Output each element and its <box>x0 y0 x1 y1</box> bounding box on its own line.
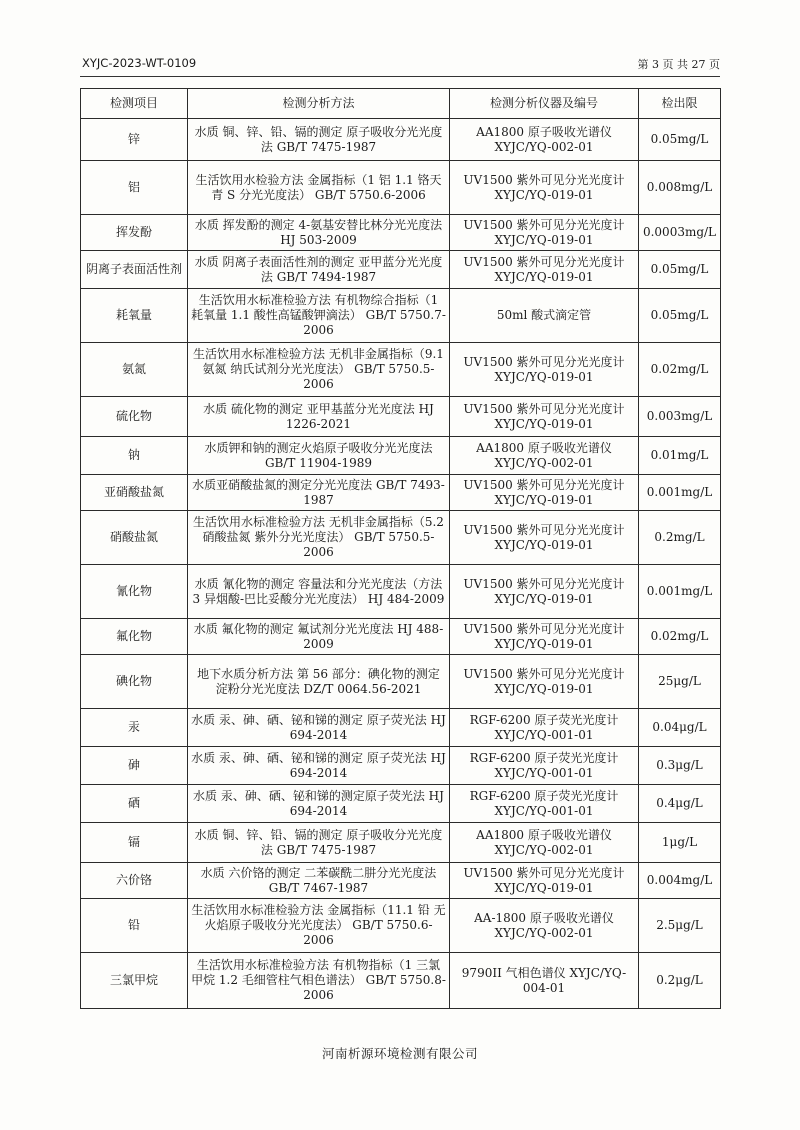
instrument-cell: UV1500 紫外可见分光光度计 XYJC/YQ-019-01 <box>450 863 639 899</box>
instrument-cell: RGF-6200 原子荧光光度计 XYJC/YQ-001-01 <box>450 747 639 785</box>
limit-cell: 0.05mg/L <box>639 289 721 343</box>
table-body <box>81 119 721 1009</box>
method-cell: 生活饮用水检验方法 金属指标（1 铝 1.1 铬天青 S 分光光度法） GB/T 5750.6-2006 <box>188 161 450 215</box>
method-cell: 水质钾和钠的测定火焰原子吸收分光光度法 GB/T 11904-1989 <box>188 437 450 475</box>
table-row <box>81 863 721 899</box>
item-cell: 汞 <box>81 709 188 747</box>
method-cell: 生活饮用水标准检验方法 有机物综合指标（1 耗氧量 1.1 酸性高锰酸钾滴法） GB/T 5750.7-2006 <box>188 289 450 343</box>
page-number: 第 3 页 共 27 页 <box>637 58 720 71</box>
column-header-item: 检测项目 <box>81 89 188 119</box>
instrument-cell: AA1800 原子吸收光谱仪 XYJC/YQ-002-01 <box>450 823 639 863</box>
table-row <box>81 289 721 343</box>
table-row <box>81 899 721 953</box>
table-row <box>81 823 721 863</box>
table-row <box>81 475 721 511</box>
table-row <box>81 511 721 565</box>
instrument-cell: RGF-6200 原子荧光光度计 XYJC/YQ-001-01 <box>450 709 639 747</box>
method-cell: 水质 铜、锌、铅、镉的测定 原子吸收分光光度法 GB/T 7475-1987 <box>188 823 450 863</box>
method-cell: 水质 阴离子表面活性剂的测定 亚甲蓝分光光度法 GB/T 7494-1987 <box>188 251 450 289</box>
instrument-cell: UV1500 紫外可见分光光度计 XYJC/YQ-019-01 <box>450 655 639 709</box>
method-cell: 水质 铜、锌、铅、镉的测定 原子吸收分光光度法 GB/T 7475-1987 <box>188 119 450 161</box>
item-cell: 锌 <box>81 119 188 161</box>
page-header <box>80 56 720 77</box>
instrument-cell: 50ml 酸式滴定管 <box>450 289 639 343</box>
method-cell: 水质 汞、砷、硒、铋和锑的测定 原子荧光法 HJ 694-2014 <box>188 747 450 785</box>
instrument-cell: UV1500 紫外可见分光光度计 XYJC/YQ-019-01 <box>450 161 639 215</box>
detection-methods-table <box>80 88 721 1009</box>
item-cell: 碘化物 <box>81 655 188 709</box>
limit-cell: 25μg/L <box>639 655 721 709</box>
limit-cell: 0.4μg/L <box>639 785 721 823</box>
method-cell: 水质 六价铬的测定 二苯碳酰二肼分光光度法 GB/T 7467-1987 <box>188 863 450 899</box>
instrument-cell: 9790II 气相色谱仪 XYJC/YQ-004-01 <box>450 953 639 1009</box>
table-header-row <box>81 89 721 119</box>
instrument-cell: UV1500 紫外可见分光光度计 XYJC/YQ-019-01 <box>450 475 639 511</box>
method-cell: 水质 汞、砷、硒、铋和锑的测定 原子荧光法 HJ 694-2014 <box>188 709 450 747</box>
method-cell: 生活饮用水标准检验方法 无机非金属指标（9.1 氨氮 纳氏试剂分光光度法） GB/T 5750.5-2006 <box>188 343 450 397</box>
method-cell: 地下水质分析方法 第 56 部分：碘化物的测定 淀粉分光光度法 DZ/T 0064.56-2021 <box>188 655 450 709</box>
instrument-cell: UV1500 紫外可见分光光度计 XYJC/YQ-019-01 <box>450 619 639 655</box>
limit-cell: 0.02mg/L <box>639 619 721 655</box>
column-header-method: 检测分析方法 <box>188 89 450 119</box>
instrument-cell: UV1500 紫外可见分光光度计 XYJC/YQ-019-01 <box>450 251 639 289</box>
method-cell: 水质 氰化物的测定 容量法和分光光度法（方法 3 异烟酸-巴比妥酸分光光度法） HJ 484-2009 <box>188 565 450 619</box>
column-header-instrument: 检测分析仪器及编号 <box>450 89 639 119</box>
method-cell: 水质亚硝酸盐氮的测定分光光度法 GB/T 7493-1987 <box>188 475 450 511</box>
instrument-cell: UV1500 紫外可见分光光度计 XYJC/YQ-019-01 <box>450 511 639 565</box>
method-cell: 水质 硫化物的测定 亚甲基蓝分光光度法 HJ 1226-2021 <box>188 397 450 437</box>
item-cell: 铝 <box>81 161 188 215</box>
limit-cell: 2.5μg/L <box>639 899 721 953</box>
method-cell: 生活饮用水标准检验方法 金属指标（11.1 铅 无火焰原子吸收分光光度法） GB/T 5750.6-2006 <box>188 899 450 953</box>
limit-cell: 0.008mg/L <box>639 161 721 215</box>
limit-cell: 0.04μg/L <box>639 709 721 747</box>
table-row <box>81 565 721 619</box>
table-row <box>81 343 721 397</box>
item-cell: 六价铬 <box>81 863 188 899</box>
limit-cell: 0.02mg/L <box>639 343 721 397</box>
table-row <box>81 619 721 655</box>
table-row <box>81 655 721 709</box>
method-cell: 水质 挥发酚的测定 4-氨基安替比林分光光度法 HJ 503-2009 <box>188 215 450 251</box>
limit-cell: 0.05mg/L <box>639 251 721 289</box>
limit-cell: 0.3μg/L <box>639 747 721 785</box>
limit-cell: 1μg/L <box>639 823 721 863</box>
company-footer: 河南析源环境检测有限公司 <box>321 1046 478 1061</box>
item-cell: 阴离子表面活性剂 <box>81 251 188 289</box>
table-row <box>81 215 721 251</box>
table-row <box>81 161 721 215</box>
limit-cell: 0.2μg/L <box>639 953 721 1009</box>
instrument-cell: UV1500 紫外可见分光光度计 XYJC/YQ-019-01 <box>450 565 639 619</box>
item-cell: 钠 <box>81 437 188 475</box>
limit-cell: 0.001mg/L <box>639 565 721 619</box>
limit-cell: 0.05mg/L <box>639 119 721 161</box>
table-row <box>81 709 721 747</box>
column-header-limit: 检出限 <box>639 89 721 119</box>
instrument-cell: UV1500 紫外可见分光光度计 XYJC/YQ-019-01 <box>450 343 639 397</box>
table-row <box>81 953 721 1009</box>
item-cell: 耗氧量 <box>81 289 188 343</box>
table-row <box>81 437 721 475</box>
table-row <box>81 747 721 785</box>
method-cell: 水质 汞、砷、硒、铋和锑的测定原子荧光法 HJ 694-2014 <box>188 785 450 823</box>
instrument-cell: UV1500 紫外可见分光光度计 XYJC/YQ-019-01 <box>450 215 639 251</box>
item-cell: 硝酸盐氮 <box>81 511 188 565</box>
instrument-cell: AA1800 原子吸收光谱仪 XYJC/YQ-002-01 <box>450 119 639 161</box>
instrument-cell: UV1500 紫外可见分光光度计 XYJC/YQ-019-01 <box>450 397 639 437</box>
instrument-cell: AA-1800 原子吸收光谱仪 XYJC/YQ-002-01 <box>450 899 639 953</box>
limit-cell: 0.003mg/L <box>639 397 721 437</box>
item-cell: 氰化物 <box>81 565 188 619</box>
limit-cell: 0.01mg/L <box>639 437 721 475</box>
table-row <box>81 785 721 823</box>
item-cell: 砷 <box>81 747 188 785</box>
method-cell: 生活饮用水标准检验方法 无机非金属指标（5.2 硝酸盐氮 紫外分光光度法） GB/T 5750.5-2006 <box>188 511 450 565</box>
table-row <box>81 251 721 289</box>
instrument-cell: AA1800 原子吸收光谱仪 XYJC/YQ-002-01 <box>450 437 639 475</box>
item-cell: 氨氮 <box>81 343 188 397</box>
item-cell: 挥发酚 <box>81 215 188 251</box>
limit-cell: 0.001mg/L <box>639 475 721 511</box>
item-cell: 氟化物 <box>81 619 188 655</box>
item-cell: 铅 <box>81 899 188 953</box>
method-cell: 生活饮用水标准检验方法 有机物指标（1 三氯甲烷 1.2 毛细管柱气相色谱法） GB/T 5750.8-2006 <box>188 953 450 1009</box>
item-cell: 亚硝酸盐氮 <box>81 475 188 511</box>
limit-cell: 0.0003mg/L <box>639 215 721 251</box>
table-row <box>81 119 721 161</box>
limit-cell: 0.2mg/L <box>639 511 721 565</box>
instrument-cell: RGF-6200 原子荧光光度计 XYJC/YQ-001-01 <box>450 785 639 823</box>
table-row <box>81 397 721 437</box>
method-cell: 水质 氟化物的测定 氟试剂分光光度法 HJ 488-2009 <box>188 619 450 655</box>
item-cell: 硒 <box>81 785 188 823</box>
limit-cell: 0.004mg/L <box>639 863 721 899</box>
item-cell: 镉 <box>81 823 188 863</box>
document-code: XYJC-2023-WT-0109 <box>82 56 197 70</box>
item-cell: 三氯甲烷 <box>81 953 188 1009</box>
item-cell: 硫化物 <box>81 397 188 437</box>
